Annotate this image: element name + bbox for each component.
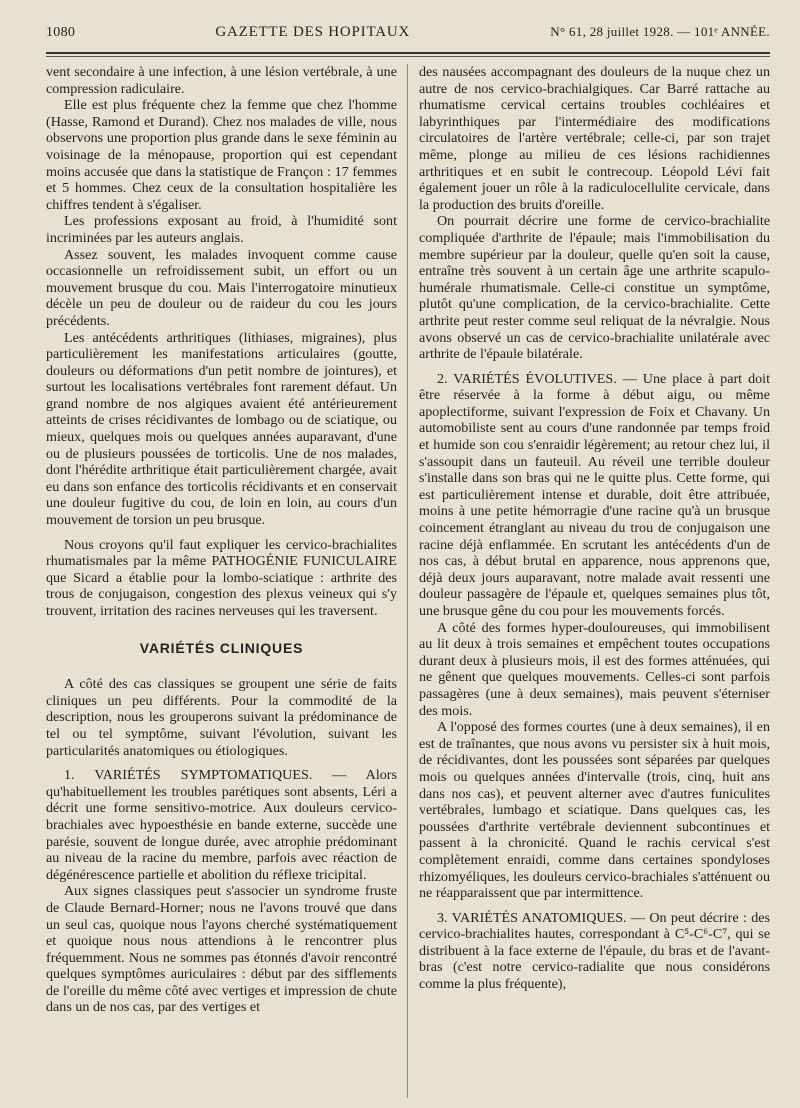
issue-info: N° 61, 28 juillet 1928. — 101ᵉ ANNÉE.: [550, 24, 770, 39]
paragraph: vent secondaire à une infection, à une lésion vertébrale, à une compression radiculaire.: [46, 64, 397, 97]
right-column: [419, 64, 770, 1102]
paragraph: Assez souvent, les malades invoquent comme cause occasionnelle un refroidissement subit, un effort ou un mouvement brusque du cou. Mais l'interrogatoire minutieux décèle un peu de douleur ou de raideur du cou les jours précédents.: [46, 246, 397, 329]
paragraph: Nous croyons qu'il faut expliquer les cervico-brachialites rhumatismales par la même PATHOGÉNIE FUNICULAIRE que Sicard a établie pour la lombo-sciatique : arthrite des trous de conjugaison, congestion des plexus veineux qui s'y trouvent, irritation des racines nerveuses qui les traversent.: [46, 536, 397, 619]
paragraph: Aux signes classiques peut s'associer un syndrome fruste de Claude Bernard-Horner; nous ne l'avons trouvé que dans un seul cas, quoique nous l'ayons cherché systématiquement et quoique nous nous attendions à le rencontrer plus fréquemment. Nous ne sommes pas étonnés d'avoir rencontré quelques symptômes auriculaires : début par des sifflements de l'oreille du même côté avec vertiges et impression de chute dans un de nos cas, par des vertiges et: [46, 883, 397, 1016]
paragraph: A côté des formes hyper-douloureuses, qui immobilisent au lit deux à trois semaines et empêchent toutes occupations durant deux à plusieurs mois, il est des formes atténuées, qui ne gênent que quelques mouvements. Celles-ci sont parfois passagères (une à deux semaines), mais peuvent s'éterniser des mois.: [419, 619, 770, 719]
paragraph: des nausées accompagnant des douleurs de la nuque chez un autre de nos cervico-brachialgiques. Car Barré rattache au rhumatisme cervical certains troubles cochléaires et labyrinthiques par l'intermédiaire des modifications circulatoires de l'artère vertébrale; celle-ci, par son trajet même, plonge au milieu de ces lésions rachidiennes arthritiques et en subit le contrecoup. Léopold Lévi fait également jouer un rôle à la radiculocellulite cervicale, dans la production des bruits d'oreille.: [419, 64, 770, 213]
section-title: VARIÉTÉS CLINIQUES: [139, 639, 304, 656]
paragraph: 2. VARIÉTÉS ÉVOLUTIVES. — Une place à part doit être réservée à la forme à début aigu, ou même apoplectiforme, suivant l'expression de Foix et Chavany. Un automobiliste sent au cours d'une randonnée par temps froid et humide son cou s'enraidir légèrement; au retour chez lui, il s'assoupit dans un fauteuil. Au réveil une terrible douleur s'installe dans son bras qui ne le quitte plus. Cette forme, qui est particulièrement intense et durable, doit être attribuée, moins à une petite hémorragie d'une racine qu'à un brusque coincement étranglant au niveau du trou de conjugaison une racine déjà enflammée. En scrutant les antécédents d'un de nos cas, à début brutal en apparence, nous apprenons que, déjà deux jours auparavant, notre malade avait ressenti une douleur passagère de l'épaule et, quelques semaines plus tôt, une brusque gêne du cou pour les mouvements forcés.: [419, 370, 770, 619]
page-number: 1080: [46, 25, 76, 40]
paragraph: 1. VARIÉTÉS SYMPTOMATIQUES. — Alors qu'habituellement les troubles parétiques sont absents, Léri a décrit une forme sensitivo-motrice. Aux douleurs cervico-brachiales avec hypoesthésie en bande externe, succède une parésie, souvent de longue durée, avec atrophie prédominant au niveau de la racine du membre, parfois avec réaction de dégénérescence partielle et abolition du réflexe tricipital.: [46, 767, 397, 883]
paragraph: On pourrait décrire une forme de cervico-brachialite compliquée d'arthrite de l'épaule; mais l'immobilisation du membre supérieur par la douleur, quelle qu'en soit la cause, entraîne très souvent à un certain âge une arthrite scapulo-humérale rhumatismale. Celle-ci constitue un symptôme, plutôt qu'une complication, de la cervico-brachialite. Cette arthrite peut rester comme seul reliquat de la névralgie. Nous avons observé un cas de cervico-brachialite unilatérale avec arthrite de l'épaule bilatérale.: [419, 213, 770, 363]
journal-title: GAZETTE DES HOPITAUX: [215, 24, 411, 40]
paragraph: Les antécédents arthritiques (lithiases, migraines), plus particulièrement les manifestations articulaires (goutte, douleurs ou déformations d'un petit nombre de jointures), et surtout les localisations vertébrales font rarement défaut. Un grand nombre de nos algiques avaient été antérieurement atteints de crises récidivantes de lombago ou de sciatique, ou mieux, quelques mois ou quelques années auparavant, d'une ou de plusieurs poussées de torticolis. Une de nos malades, dont l'hérédite arthritique était particulièrement chargée, avait eu dans son enfance des torticolis récidivants et en conservait une douleur fugitive du cou, de loin en loin, au cours d'un mouvement de torsion un peu brusque.: [46, 329, 397, 529]
paragraph: A côté des cas classiques se groupent une série de faits cliniques un peu différents. Pour la commodité de la description, nous les grouperons suivant la prédominance de tel ou tel symptôme, suivant l'évolution, suivant les particularités anatomiques ou étiologiques.: [46, 676, 397, 759]
running-header: [46, 24, 770, 44]
text-columns: [46, 64, 770, 1102]
header-rule-thin: [46, 56, 770, 57]
paragraph: Elle est plus fréquente chez la femme que chez l'homme (Hasse, Ramond et Durand). Chez nos malades de ville, nous observons une proportion plus grande dans le sexe féminin au voisinage de la ménopause, proportion qui est cependant moins accusée que dans la statistique de Françon : 17 femmes et 5 hommes. Chez ceux de la consultation hospitalière les chiffres tendent à s'égaliser.: [46, 97, 397, 213]
header-rule: [46, 52, 770, 54]
paragraph: 3. VARIÉTÉS ANATOMIQUES. — On peut décrire : des cervico-brachialites hautes, correspondant à C⁵-C⁶-C⁷, qui se distribuent à la face externe de l'épaule, du bras et de l'avant-bras (c'est notre cervico-radialite que nous considérons comme la plus fréquente),: [419, 909, 770, 993]
left-column: [46, 64, 397, 1102]
paragraph: A l'opposé des formes courtes (une à deux semaines), il en est de traînantes, que nous avons vu persister six à huit mois, de récidivantes, dont les poussées sont séparées par quelques mois ou quelques années d'intervalle (trois, cinq, huit ans dans nos cas), et peuvent alterner avec d'autres funiculites vertébrales, lumbago et sciatique. Dans quelques cas, les poussées d'arthrite vertébrale deviennent subcontinues et passent à la chronicité. Quand le rachis cervical s'est complètement enraidi, comme dans certaines spondyloses rhizomyéliques, les douleurs cervico-brachiales s'atténuent ou ne réapparaissent que par intermittence.: [419, 719, 770, 902]
column-divider: [407, 64, 408, 1098]
paragraph: Les professions exposant au froid, à l'humidité sont incriminées par les auteurs anglais.: [46, 213, 397, 246]
